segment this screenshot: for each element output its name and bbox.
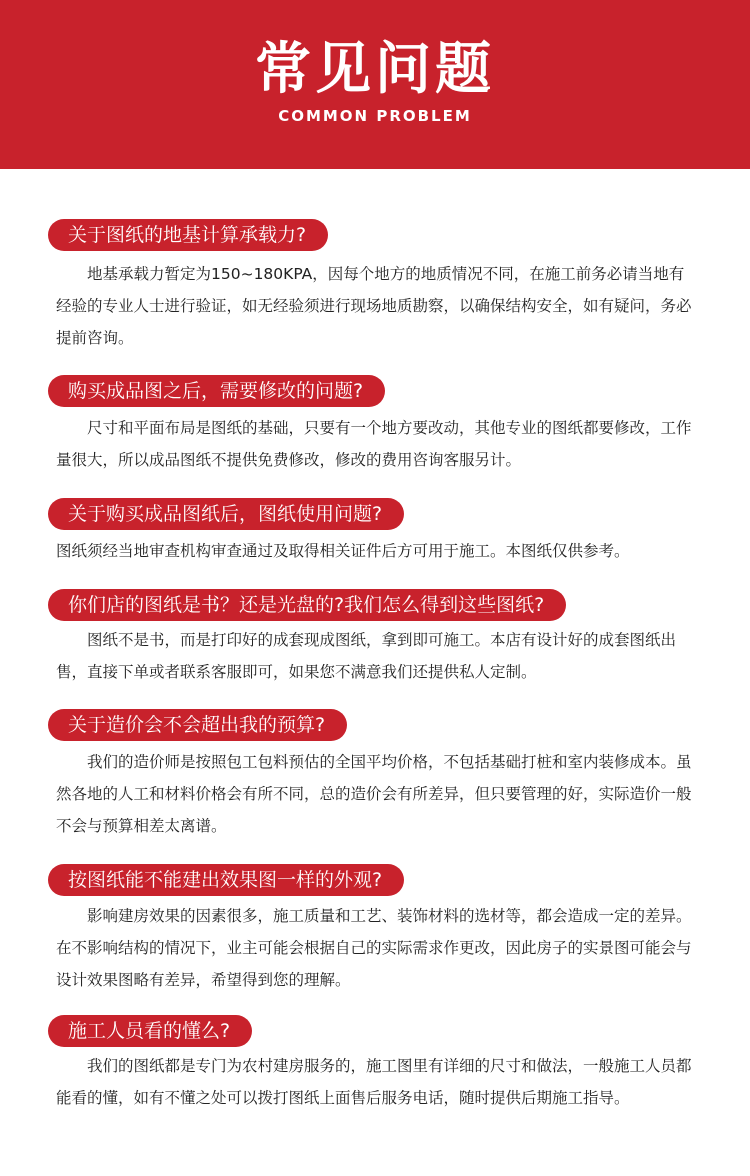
faq-answer-2: 尺寸和平面布局是图纸的基础，只要有一个地方要改动，其他专业的图纸都要修改，工作量很大，所以成品图纸不提供免费修改，修改的费用咨询客服另计。 — [56, 419, 692, 469]
header-banner — [0, 0, 750, 169]
page-subtitle: COMMON PROBLEM — [278, 107, 472, 125]
faq-question-4: 你们店的图纸是书？还是光盘的?我们怎么得到这些图纸? — [48, 589, 566, 621]
faq-question-7: 施工人员看的懂么? — [48, 1015, 252, 1047]
faq-answer-6: 影响建房效果的因素很多，施工质量和工艺、装饰材料的选材等，都会造成一定的差异。在不影响结构的情况下，业主可能会根据自己的实际需求作更改，因此房子的实景图可能会与设计效果图略有差异，希望得到您的理解。 — [56, 907, 692, 989]
faq-question-2: 购买成品图之后，需要修改的问题? — [48, 375, 385, 407]
faq-answer-3: 图纸须经当地审查机构审查通过及取得相关证件后方可用于施工。本图纸仅供参考。 — [56, 542, 630, 560]
faq-question-3: 关于购买成品图纸后，图纸使用问题? — [48, 498, 404, 530]
faq-question-1: 关于图纸的地基计算承载力? — [48, 219, 328, 251]
page-title: 常见问题 — [255, 37, 495, 102]
faq-answer-5: 我们的造价师是按照包工包料预估的全国平均价格，不包括基础打桩和室内装修成本。虽然各地的人工和材料价格会有所不同，总的造价会有所差异，但只要管理的好，实际造价一般不会与预算相差太离谱。 — [56, 753, 692, 835]
faq-question-5: 关于造价会不会超出我的预算? — [48, 709, 347, 741]
faq-answer-1: 地基承载力暂定为150~180KPA，因每个地方的地质情况不同，在施工前务必请当地有经验的专业人士进行验证，如无经验须进行现场地质勘察，以确保结构安全，如有疑问，务必提前咨询。 — [56, 265, 692, 347]
faq-question-6: 按图纸能不能建出效果图一样的外观? — [48, 864, 404, 896]
faq-answer-4: 图纸不是书，而是打印好的成套现成图纸，拿到即可施工。本店有设计好的成套图纸出售，直接下单或者联系客服即可，如果您不满意我们还提供私人定制。 — [56, 631, 677, 681]
faq-answer-7: 我们的图纸都是专门为农村建房服务的，施工图里有详细的尺寸和做法，一般施工人员都能看的懂，如有不懂之处可以拨打图纸上面售后服务电话，随时提供后期施工指导。 — [56, 1057, 692, 1107]
